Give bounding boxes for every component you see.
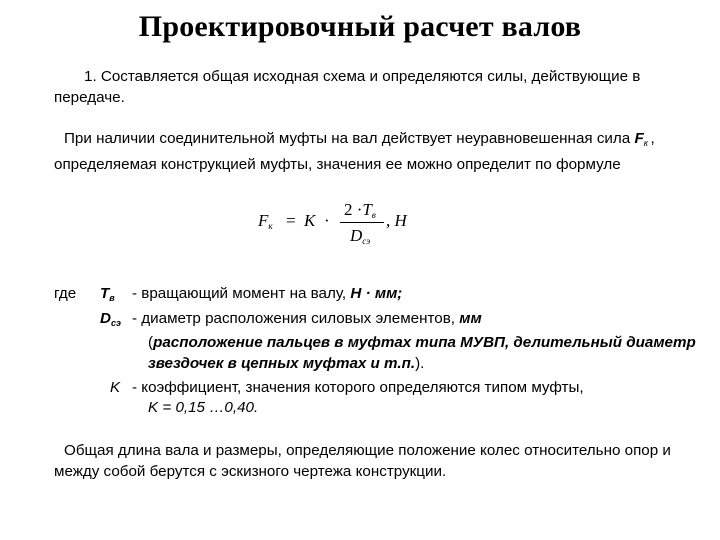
formula-equals: =	[286, 211, 296, 230]
formula-unit: , H	[386, 211, 407, 230]
diameter-symbol: $D_{сэ}$	[100, 310, 121, 328]
where-label: где	[54, 285, 77, 302]
coefficient-definition: - коэффициент, значения которого определяются типом муфты,	[132, 379, 584, 396]
formula-denominator: $D_{сэ}$	[350, 226, 371, 246]
diameter-definition: - диаметр расположения силовых элементов, мм	[132, 310, 482, 327]
formula-fraction-bar	[340, 222, 384, 223]
paragraph-coupling-force	[54, 128, 694, 175]
formula-numerator: $2 \cdot T_в$	[344, 200, 376, 220]
paragraph-coupling-tail: , определяемая конструкцией муфты, значения ее можно определит по формуле	[54, 130, 655, 173]
formula-dot: ·	[324, 211, 330, 230]
paragraph-coupling-lead: При наличии соединительной муфты на вал действует неуравновешенная сила	[64, 130, 635, 147]
paragraph-shaft-length: Общая длина вала и размеры, определяющие положение колес относительно опор и между собой берутся с эскизного чертежа конструкции.	[54, 442, 671, 480]
force-symbol: F	[634, 130, 644, 147]
diameter-note: (расположение пальцев в муфтах типа МУВП, делительный диаметр звездочек в цепных муфтах и т.п.).	[148, 334, 696, 372]
page-title: Проектировочный расчет валов	[138, 10, 582, 43]
coefficient-symbol: K	[110, 379, 121, 396]
torque-definition: - вращающий момент на валу, Н · мм;	[132, 285, 403, 302]
formula-lhs: $F_к$	[258, 211, 273, 231]
coefficient-range: K = 0,15 …0,40.	[148, 399, 259, 416]
paragraph-step-1: 1. Составляется общая исходная схема и определяются силы, действующие в передаче.	[54, 68, 641, 106]
force-formula	[258, 198, 458, 258]
torque-symbol: $T_в$	[100, 285, 115, 303]
formula-k: K	[304, 211, 316, 230]
force-subscript: к	[643, 138, 651, 148]
